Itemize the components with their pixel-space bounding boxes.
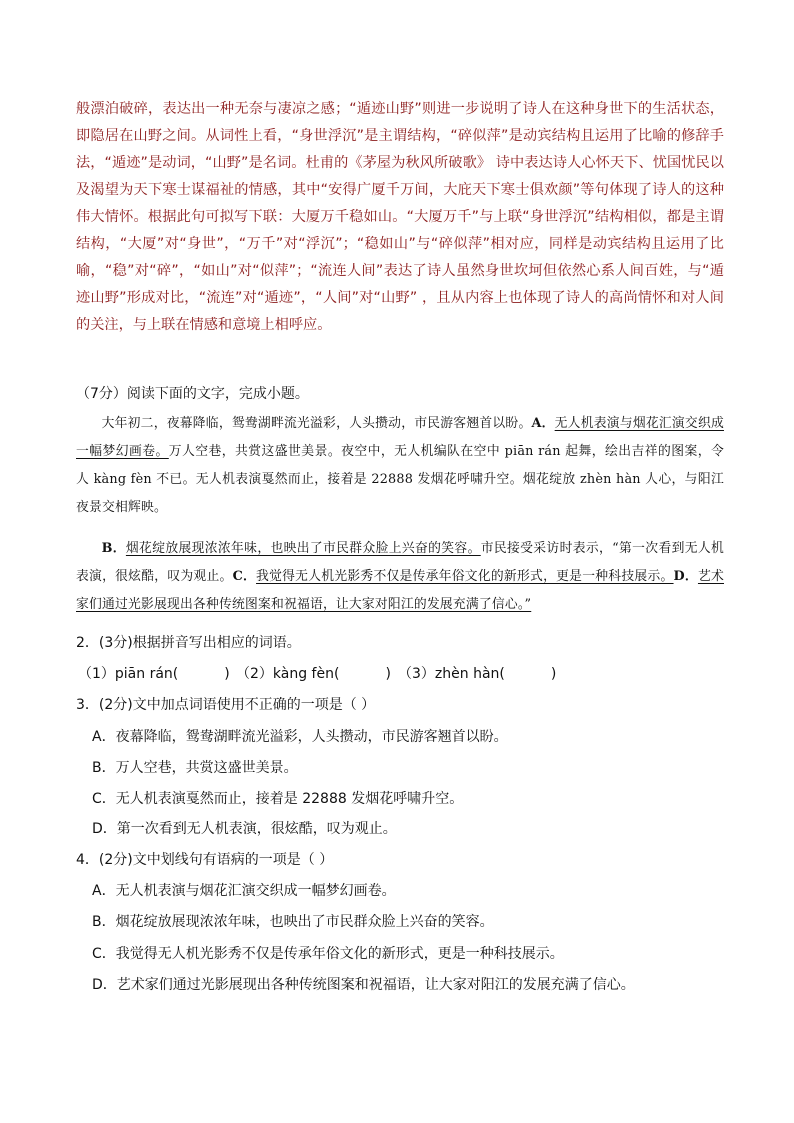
question-4-option-d: D．艺术家们通过光影展现出各种传统图案和祝福语，让大家对阳江的发展充满了信心。 xyxy=(92,977,635,993)
underlined-sentence-a: 无人机表演与烟花汇演交织成一幅梦幻画卷。 xyxy=(76,416,724,459)
question-3-option-a: A．夜幕降临，鸳鸯湖畔流光溢彩，人头攒动，市民游客翘首以盼。 xyxy=(92,729,508,745)
question-4-stem: 4．(2分)文中划线句有语病的一项是（ ） xyxy=(76,852,334,868)
section-header: （7分）阅读下面的文字，完成小题。 xyxy=(76,386,309,402)
sentence-label-b: B． xyxy=(101,541,126,556)
passage-paragraph-2 xyxy=(76,535,724,619)
sentence-label-d: D． xyxy=(673,569,698,584)
question-4-option-c: C．我觉得无人机光影秀不仅是传承年俗文化的新形式，更是一种科技展示。 xyxy=(92,946,564,962)
sentence-label-c: C． xyxy=(232,569,257,584)
question-3-option-b: B．万人空巷，共赏这盛世美景。 xyxy=(92,760,298,776)
pinyin-item-2: （2）kàng fèn( ) xyxy=(236,666,391,682)
passage-closing-quote: ” xyxy=(524,597,532,612)
question-3-option-d: D．第一次看到无人机表演，很炫酷，叹为观止。 xyxy=(92,821,397,837)
pinyin-answer-row xyxy=(76,663,736,685)
question-2-stem: 2．(3分)根据拼音写出相应的词语。 xyxy=(76,635,301,651)
pinyin-item-1: （1）piān rán( ) xyxy=(78,666,230,682)
passage-paragraph-1 xyxy=(76,410,724,522)
question-4-option-a: A．无人机表演与烟花汇演交织成一幅梦幻画卷。 xyxy=(92,883,396,899)
underlined-sentence-d: 艺术家们通过光影展现出各种传统图案和祝福语，让大家对阳江的发展充满了信心。 xyxy=(76,569,724,612)
passage-text: 市民接受采访时表示，“第一次看到无人机表演，很炫酷，叹为观止。 xyxy=(76,541,725,584)
passage-text: 大年初二，夜幕降临，鸳鸯湖畔流光溢彩，人头攒动，市民游客翘首以盼。 xyxy=(101,416,532,431)
pinyin-item-3: （3）zhèn hàn( ) xyxy=(398,666,557,682)
question-4-option-b: B．烟花绽放展现浓浓年味，也映出了市民群众脸上兴奋的笑容。 xyxy=(92,914,494,930)
question-3-option-c: C．无人机表演戛然而止，接着是 22888 发烟花呼啸升空。 xyxy=(92,791,464,807)
underlined-sentence-c: 我觉得无人机光影秀不仅是传承年俗文化的新形式，更是一种科技展示。 xyxy=(256,569,674,584)
sentence-label-a: A． xyxy=(531,416,555,431)
passage-text: 万人空巷，共赏这盛世美景。夜空中，无人机编队在空中 piān rán 起舞，绘出吉祥的图案，令人 kàng fèn 不已。无人机表演戛然而止，接着是 22888 发烟花呼啸升空。烟花绽放 zhèn hàn 人心，与阳江夜景交相辉映。 xyxy=(76,444,725,515)
underlined-sentence-b: 烟花绽放展现浓浓年味，也映出了市民群众脸上兴奋的笑容。 xyxy=(125,541,481,556)
question-3-stem: 3．(2分)文中加点词语使用不正确的一项是（ ） xyxy=(76,697,376,713)
answer-explanation: 般漂泊破碎，表达出一种无奈与凄凉之感；“遁迹山野”则进一步说明了诗人在这种身世下的生活状态，即隐居在山野之间。从词性上看，“身世浮沉”是主谓结构，“碎似萍”是动宾结构且运用了比喻的修辞手法，“遁迹”是动词，“山野”是名词。杜甫的《茅屋为秋风所破歌》 诗中表达诗人心怀天下、忧国忧民以及渴望为天下寒士谋福祉的情感，其中“安得广厦千万间，大庇天下寒士俱欢颜”等句体现了诗人的这种伟大情怀。根据此句可拟写下联：大厦万千稳如山。“大厦万千”与上联“身世浮沉”结构相似，都是主谓结构，“大厦”对“身世”，“万千”对“浮沉”；“稳如山”与“碎似萍”相对应，同样是动宾结构且运用了比喻，“稳”对“碎”，“如山”对“似萍”；“流连人间”表达了诗人虽然身世坎坷但依然心系人间百姓，与“遁迹山野”形成对比，“流连”对“遁迹”，“人间”对“山野” ，且从内容上也体现了诗人的高尚情怀和对人间的关注，与上联在情感和意境上相呼应。 xyxy=(76,101,724,333)
